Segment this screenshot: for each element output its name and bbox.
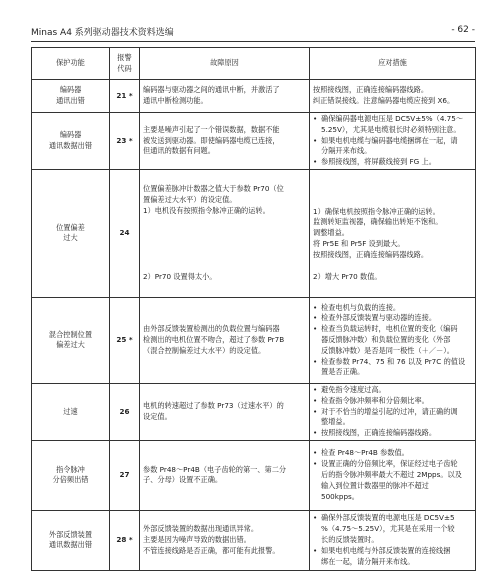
bullet-icon: • bbox=[313, 513, 318, 523]
cause-text: 检测出的电机位置不吻合，超过了参数 Pr7B bbox=[143, 335, 285, 345]
table-row bbox=[32, 113, 476, 170]
measure-text: • 如果电机电缆与编码器电缆捆绑在一起，请 bbox=[313, 135, 458, 145]
measure-text: • 检查电机与负载的连接。 bbox=[313, 302, 401, 312]
protection-function bbox=[32, 113, 110, 170]
cause-text: 1）电机没有按照指令脉冲正确的运转。 bbox=[143, 205, 270, 215]
bullet-icon: • bbox=[313, 324, 318, 334]
alarm-code: 23 * bbox=[110, 113, 140, 170]
measure-text: • 检查参数 Pr74、75 和 76 以及 Pr7C 的值设 bbox=[313, 356, 466, 366]
measure-text: 调整增益。 bbox=[313, 228, 349, 238]
function-text: 指令脉冲 bbox=[56, 464, 85, 474]
fault-cause bbox=[140, 383, 310, 440]
function-text: 通讯数据出错 bbox=[48, 540, 93, 550]
bullet-icon: • bbox=[313, 428, 318, 438]
protection-function bbox=[32, 383, 110, 440]
measure-text: • 按照接线图，正确连接编码器线路。 bbox=[313, 428, 437, 438]
protection-function bbox=[32, 510, 110, 570]
fault-cause bbox=[140, 80, 310, 113]
measure-text: • 确保外部反馈装置的电源电压是 DC5V±5 bbox=[313, 513, 455, 523]
cause-text: 被发送到驱动器。即使编码器电缆已连接， bbox=[143, 135, 280, 145]
function-text: 偏差过大 bbox=[56, 340, 85, 350]
cause-text: 编码器与驱动器之间的通讯中断，并激活了 bbox=[143, 85, 280, 95]
measure-text: • 避免指令速度过高。 bbox=[313, 384, 386, 394]
cause-text: 位置偏差脉冲计数器之值大于参数 Pr70（位 bbox=[143, 184, 284, 194]
cause-text: 2）Pr70 设置得太小。 bbox=[143, 271, 217, 281]
table-row bbox=[32, 297, 476, 383]
measure-text: 整增益。 bbox=[321, 417, 350, 427]
measure-text: 器反馈脉冲数）和负载位置的变化（外部 bbox=[321, 335, 451, 345]
bullet-icon: • bbox=[313, 157, 318, 167]
measure-text: • 参照接线图，将屏蔽线接到 FG 上。 bbox=[313, 157, 436, 167]
fault-cause bbox=[140, 510, 310, 570]
measure-text: 按照接线图，正确连接编码器线路。 bbox=[313, 249, 429, 259]
cause-text: 通讯中断检测功能。 bbox=[143, 96, 208, 105]
measure-text: 长的反馈装置时。 bbox=[321, 535, 379, 545]
measure-text: • 确保编码器电源电压是 DC5V±5%（4.75～ bbox=[313, 114, 464, 123]
measure-text: 1）确保电机按照指令脉冲正确的运转。 bbox=[313, 206, 440, 216]
cause-text: 不管连接线路是否正确，都可能有此报警。 bbox=[143, 545, 280, 555]
function-text: 外部反馈装置 bbox=[48, 529, 93, 539]
cause-text: 子、分母）设置不正确。 bbox=[143, 475, 223, 485]
fault-table bbox=[31, 47, 476, 571]
cause-text bbox=[143, 250, 306, 261]
protection-function bbox=[32, 440, 110, 510]
document-title: Minas A4 系列驱动器技术资料选编 bbox=[31, 28, 174, 38]
alarm-code: 26 bbox=[110, 383, 140, 440]
function-text: 过大 bbox=[63, 233, 78, 243]
column-header-function: 保护功能 bbox=[32, 48, 110, 80]
bullet-icon: • bbox=[313, 545, 318, 555]
bullet-icon: • bbox=[313, 384, 318, 394]
measure-text: • 检查外部反馈装置与驱动器的连接。 bbox=[313, 313, 437, 323]
page-number: - 62 - bbox=[451, 25, 475, 35]
measure-text: • 检查当负载运转时，电机位置的变化（编码 bbox=[313, 324, 458, 334]
column-header-measure: 应对措施 bbox=[310, 48, 476, 80]
function-text: 混合控制位置 bbox=[48, 329, 93, 339]
cause-text: （混合控制偏差过大水平）的设定值。 bbox=[143, 345, 266, 355]
measure-text: 500kpps。 bbox=[321, 491, 359, 501]
measure-text: 按照接线图，正确连接编码器线路。 bbox=[313, 85, 429, 95]
measure-text: • 对于不恰当的增益引起的过冲，请正确的调 bbox=[313, 406, 458, 416]
column-header-code: 报警 代码 bbox=[110, 48, 140, 80]
function-text: 编码器 bbox=[59, 85, 82, 95]
cause-text: 置偏差过大水平）的设定值。 bbox=[143, 195, 237, 205]
alarm-code: 25 * bbox=[110, 297, 140, 383]
cause-text: 电机的转速超过了参数 Pr73（过速水平）的 bbox=[143, 401, 284, 411]
protection-function bbox=[32, 80, 110, 113]
measure-text: 监测转矩监视器，确保输出转矩不饱和。 bbox=[313, 217, 443, 227]
cause-text bbox=[143, 228, 306, 239]
protection-function bbox=[32, 297, 110, 383]
bullet-icon: • bbox=[313, 114, 318, 123]
countermeasure bbox=[310, 510, 476, 570]
measure-text: 绑在一起，请分隔开来布线。 bbox=[321, 556, 415, 566]
cause-text bbox=[143, 217, 306, 228]
measure-text: 反馈脉冲数）是否是同一极性（＋／－）。 bbox=[321, 345, 454, 355]
measure-text bbox=[313, 185, 472, 196]
measure-text: • 检查指令脉冲频率和分倍频比率。 bbox=[313, 395, 429, 405]
measure-text: 分隔开来布线。 bbox=[321, 146, 372, 156]
bullet-icon: • bbox=[313, 135, 318, 145]
cause-text: 主要是因为噪声导致的数据出错。 bbox=[143, 535, 251, 545]
measure-text: 输入到位置计数器里的脉冲不超过 bbox=[321, 480, 429, 490]
bullet-icon: • bbox=[313, 302, 318, 312]
column-header-cause: 故障原因 bbox=[140, 48, 310, 80]
fault-cause bbox=[140, 113, 310, 170]
bullet-icon: • bbox=[313, 395, 318, 405]
measure-text bbox=[313, 261, 472, 272]
bullet-icon: • bbox=[313, 406, 318, 416]
function-text: 通讯出错 bbox=[56, 96, 85, 105]
measure-text: • 检查 Pr48～Pr4B 参数值。 bbox=[313, 448, 409, 458]
table-row bbox=[32, 440, 476, 510]
countermeasure bbox=[310, 297, 476, 383]
measure-text: 置是否正确。 bbox=[321, 367, 365, 377]
cause-text bbox=[143, 261, 306, 272]
table-header-row bbox=[32, 48, 476, 80]
function-text: 通讯数据出错 bbox=[48, 140, 93, 150]
fault-cause bbox=[140, 297, 310, 383]
page-header bbox=[31, 25, 475, 39]
cause-text: 主要是噪声引起了一个错误数据，数据不能 bbox=[143, 124, 280, 134]
alarm-code: 24 bbox=[110, 169, 140, 297]
measure-text: 纠正错误接线。注意编码器电缆应接到 X6。 bbox=[313, 96, 455, 105]
cause-text bbox=[143, 239, 306, 250]
measure-text: %（4.75～5.25V），尤其是在采用一个较 bbox=[321, 524, 455, 534]
measure-text: • 设置正确的分倍频比率，保证经过电子齿轮 bbox=[313, 459, 458, 469]
measure-text: 5.25V），尤其是电缆很长时必须特别注意。 bbox=[321, 124, 461, 134]
countermeasure bbox=[310, 80, 476, 113]
table-row bbox=[32, 383, 476, 440]
countermeasure bbox=[310, 383, 476, 440]
bullet-icon: • bbox=[313, 448, 318, 458]
measure-text: • 如果电机电缆与外部反馈装置的连接线捆 bbox=[313, 545, 451, 555]
function-text: 分倍频出错 bbox=[52, 475, 89, 485]
cause-text: 参数 Pr48～Pr4B（电子齿轮的第一、第二分 bbox=[143, 464, 287, 474]
header-divider bbox=[31, 41, 475, 42]
measure-text: 将 Pr5E 和 Pr5F 设到最大。 bbox=[313, 238, 405, 248]
protection-function bbox=[32, 169, 110, 297]
table-row bbox=[32, 169, 476, 297]
table-row bbox=[32, 510, 476, 570]
function-text: 过速 bbox=[63, 406, 78, 416]
countermeasure bbox=[310, 440, 476, 510]
countermeasure bbox=[310, 169, 476, 297]
countermeasure bbox=[310, 113, 476, 170]
bullet-icon: • bbox=[313, 459, 318, 469]
measure-text: 后的指令脉冲频率最大不超过 2Mpps。以及 bbox=[321, 470, 462, 480]
function-text: 编码器 bbox=[59, 130, 82, 140]
measure-text bbox=[313, 196, 472, 207]
table-row bbox=[32, 80, 476, 113]
alarm-code: 21 * bbox=[110, 80, 140, 113]
alarm-code: 27 bbox=[110, 440, 140, 510]
cause-text: 由外部反馈装置检测出的负载位置与编码器 bbox=[143, 324, 280, 334]
cause-text: 设定值。 bbox=[143, 411, 172, 421]
function-text: 位置偏差 bbox=[56, 222, 85, 232]
cause-text: 外部反馈装置的数据出现通讯异常。 bbox=[143, 524, 259, 534]
bullet-icon: • bbox=[313, 356, 318, 366]
bullet-icon: • bbox=[313, 313, 318, 323]
fault-cause bbox=[140, 169, 310, 297]
cause-text: 但通讯的数据有问题。 bbox=[143, 146, 215, 156]
measure-text: 2）增大 Pr70 数值。 bbox=[313, 271, 382, 281]
alarm-code: 28 * bbox=[110, 510, 140, 570]
fault-cause bbox=[140, 440, 310, 510]
